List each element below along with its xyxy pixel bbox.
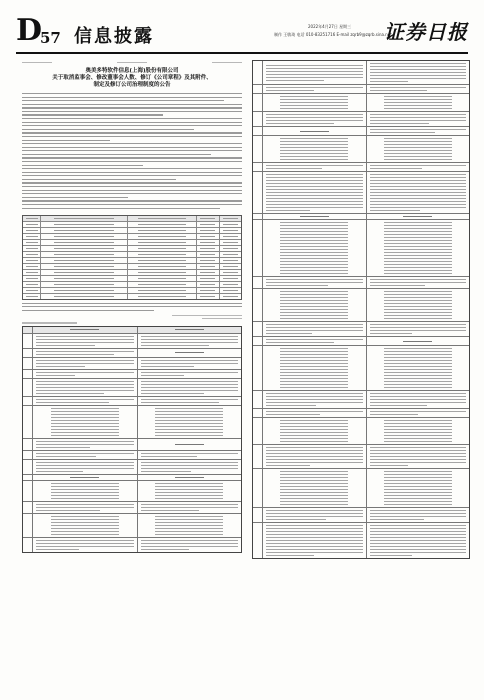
title-line: 关于取消监事会、修改董事会人数、修订《公司章程》及其附件、 [52, 75, 212, 81]
right-column [252, 60, 470, 690]
annex-label [22, 322, 242, 323]
masthead [16, 14, 468, 54]
date-line: 2022年4月27日 星期三 [308, 24, 352, 29]
title-line: 制定及修订公司治理制度的公告 [93, 82, 171, 88]
paper-logo: 证券日报 [384, 20, 468, 44]
announcement-title [22, 68, 242, 89]
page-number: 57 [40, 29, 61, 47]
announcement-body [22, 93, 242, 209]
left-column [22, 60, 242, 690]
signature-block [22, 315, 242, 319]
top-rule [16, 52, 468, 54]
contact-line: 制作 王敏琦 电话 010-83251716 E-mail zqrb9@zqrb.sina.net [274, 32, 392, 37]
section-title: 信息披露 [74, 26, 154, 47]
stock-codes [22, 60, 242, 66]
comparison-table [22, 326, 242, 553]
page-letter: D [16, 13, 43, 48]
table-notes [22, 303, 242, 311]
comparison-table-continued [252, 60, 470, 559]
governance-table [22, 215, 242, 300]
title-line: 奥美多特软件信息(上海)股份有限公司 [85, 68, 179, 74]
